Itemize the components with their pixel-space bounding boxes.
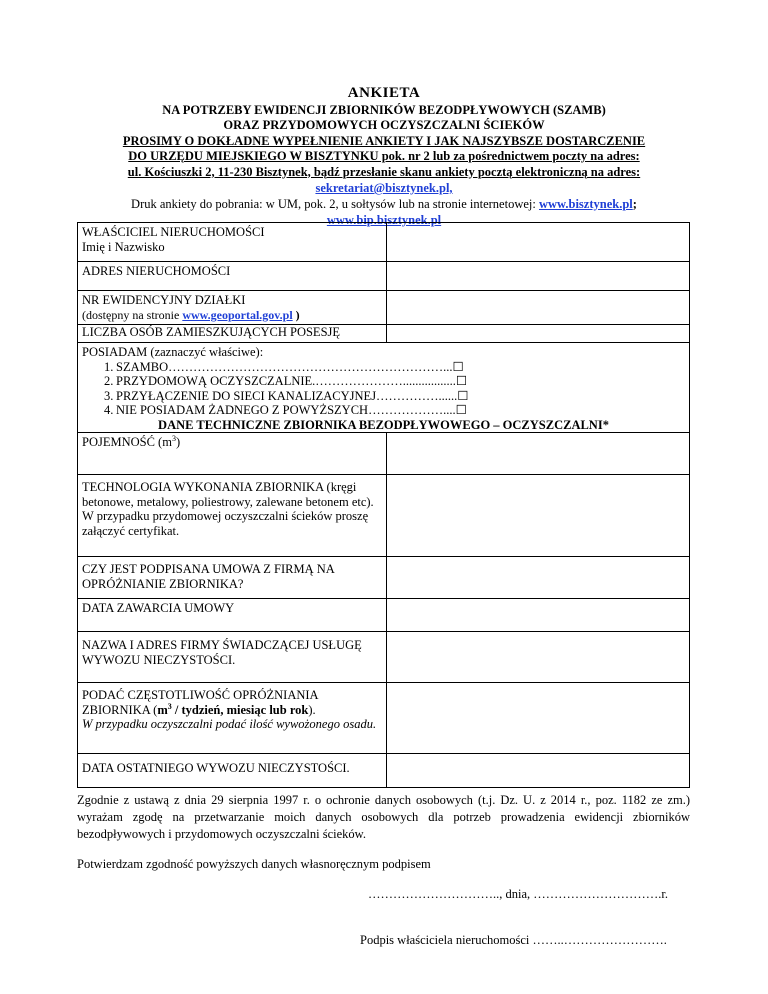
frequency-period: / tydzień, miesiąc lub rok [171,702,309,717]
bip-website-link[interactable]: www.bip.bisztynek.pl [326,213,442,227]
last-collection-label: DATA OSTATNIEGO WYWOZU NIECZYSTOŚCI. [78,754,387,788]
contract-date-field[interactable] [387,599,690,632]
parcel-note-pre: (dostępny na stronie [82,307,183,322]
confirmation-text: Potwierdzam zgodność powyższych danych własnoręcznym podpisem [77,857,431,871]
address-field[interactable] [387,262,690,291]
capacity-label-end: ) [175,435,181,449]
frequency-sup: 3 [167,701,172,711]
frequency-unit: m [157,702,168,717]
parcel-label [78,291,387,325]
download-text: Druk ankiety do pobrania: w UM, pok. 2, u sołtysów lub na stronie internetowej: [131,196,539,211]
technical-data-heading: DANE TECHNICZNE ZBIORNIKA BEZODPŁYWOWEGO – OCZYSZCZALNI* [158,417,609,432]
frequency-label [78,683,387,754]
option-septic-tank[interactable] [82,360,685,375]
row-capacity [78,433,690,475]
parcel-label-line-2 [82,308,382,323]
row-technology [78,475,690,557]
option-number: 1. [104,359,114,374]
date-line[interactable]: ………………………….., dnia, ………………………….r. [368,887,668,901]
parcel-field[interactable] [387,291,690,325]
subtitle-line-1: NA POTRZEBY EWIDENCJI ZBIORNIKÓW BEZODPŁYWOWYCH (SZAMB) [162,102,606,117]
option-number: 3. [104,388,114,403]
option-text: PRZYŁĄCZENIE DO SIECI KANALIZACYJNEJ……………......☐ [116,388,469,403]
data-consent-text: Zgodnie z ustawą z dnia 29 sierpnia 1997 r. o ochronie danych osobowych (t.j. Dz. U. z 2014 r., poz. 1182 ze zm.) wyrażam zgodę na przetwarzanie moich danych osobowych dla potrzeb prowadzenia ewidencji zbiorników bezodpływowych i przydomowych oczyszczalni ścieków. [77,793,690,841]
option-number: 2. [104,374,114,388]
frequency-note: W przypadku oczyszczalni podać ilość wywożonego osadu. [82,717,377,731]
row-ownership [78,343,690,433]
frequency-label-text: PODAĆ CZĘSTOTLIWOŚĆ OPRÓŻNIANIA ZBIORNIKA ( [82,688,318,717]
document-title: ANKIETA [347,85,421,101]
company-field[interactable] [387,632,690,683]
option-none[interactable] [82,403,685,418]
option-sewer-connection[interactable] [82,389,685,404]
row-address [78,262,690,291]
last-collection-field[interactable] [387,754,690,788]
row-persons [78,325,690,343]
instruction-line-2: DO URZĘDU MIEJSKIEGO W BISZTYNKU pok. nr 2 lub za pośrednictwem poczty na adres: [128,149,640,163]
row-contract [78,557,690,599]
capacity-sup: 3 [171,433,176,443]
owner-label [78,223,387,262]
capacity-label-text: POJEMNOŚĆ (m [82,435,172,449]
row-contract-date [78,599,690,632]
website-link[interactable]: www.bisztynek.pl [538,196,633,211]
document-header [60,86,708,229]
row-last-collection [78,754,690,788]
frequency-label-end: ). [308,702,316,717]
owner-label-line-1: WŁAŚCICIEL NIERUCHOMOŚCI [82,225,265,239]
site-separator: ; [632,196,637,211]
ownership-label: POSIADAM (zaznaczyć właściwe): [82,345,264,359]
persons-field[interactable] [387,325,690,343]
row-company [78,632,690,683]
row-parcel [78,291,690,325]
company-label: NAZWA I ADRES FIRMY ŚWIADCZĄCEJ USŁUGĘ WYWOZU NIECZYSTOŚCI. [78,632,387,683]
address-label: ADRES NIERUCHOMOŚCI [78,262,387,291]
technology-label: TECHNOLOGIA WYKONANIA ZBIORNIKA (kręgi betonowe, metalowy, poliestrowy, zalewane betonem etc). W przypadku przydomowej oczyszczalni ścieków proszę załączyć certyfikat. [78,475,387,557]
technology-field[interactable] [387,475,690,557]
contract-field[interactable] [387,557,690,599]
frequency-field[interactable] [387,683,690,754]
capacity-field[interactable] [387,433,690,475]
subtitle-line-2: ORAZ PRZYDOMOWYCH OCZYSZCZALNI ŚCIEKÓW [223,118,545,132]
geoportal-link[interactable]: www.geoportal.gov.pl [182,307,293,322]
ownership-cell [78,343,690,433]
signature-line[interactable]: Podpis właściciela nieruchomości ……..……………………. [360,933,667,947]
instruction-line-1: PROSIMY O DOKŁADNE WYPEŁNIENIE ANKIETY I JAK NAJSZYBSZE DOSTARCZENIE [122,133,646,148]
option-text: NIE POSIADAM ŻADNEGO Z POWYŻSZYCH………………....☐ [116,403,467,417]
contract-label: CZY JEST PODPISANA UMOWA Z FIRMĄ NA OPRÓŻNIANIE ZBIORNIKA? [78,557,387,599]
owner-field[interactable] [387,223,690,262]
ownership-options [82,360,685,418]
owner-label-line-2: Imię i Nazwisko [82,239,165,254]
parcel-label-line-1: NR EWIDENCYJNY DZIAŁKI [82,293,246,307]
download-info [60,197,708,213]
contract-date-label: DATA ZAWARCIA UMOWY [78,599,387,632]
option-text: PRZYDOMOWĄ OCZYSZCZALNIE.………………….................☐ [116,374,468,388]
option-number: 4. [104,403,114,417]
capacity-label [78,433,387,475]
survey-form-table [77,222,690,788]
row-frequency [78,683,690,754]
option-text: SZAMBO…………………………………………………………...☐ [116,359,464,374]
persons-label: LICZBA OSÓB ZAMIESZKUJĄCYCH POSESJĘ [78,325,387,343]
option-home-treatment-plant[interactable] [82,374,685,389]
parcel-note-post: ) [292,307,300,322]
row-owner [78,223,690,262]
instruction-line-3: ul. Kościuszki 2, 11-230 Bisztynek, bądź przesłanie skanu ankiety pocztą elektroniczną na adres: [127,164,641,179]
email-link[interactable]: sekretariat@bisztynek.pl, [315,181,453,195]
